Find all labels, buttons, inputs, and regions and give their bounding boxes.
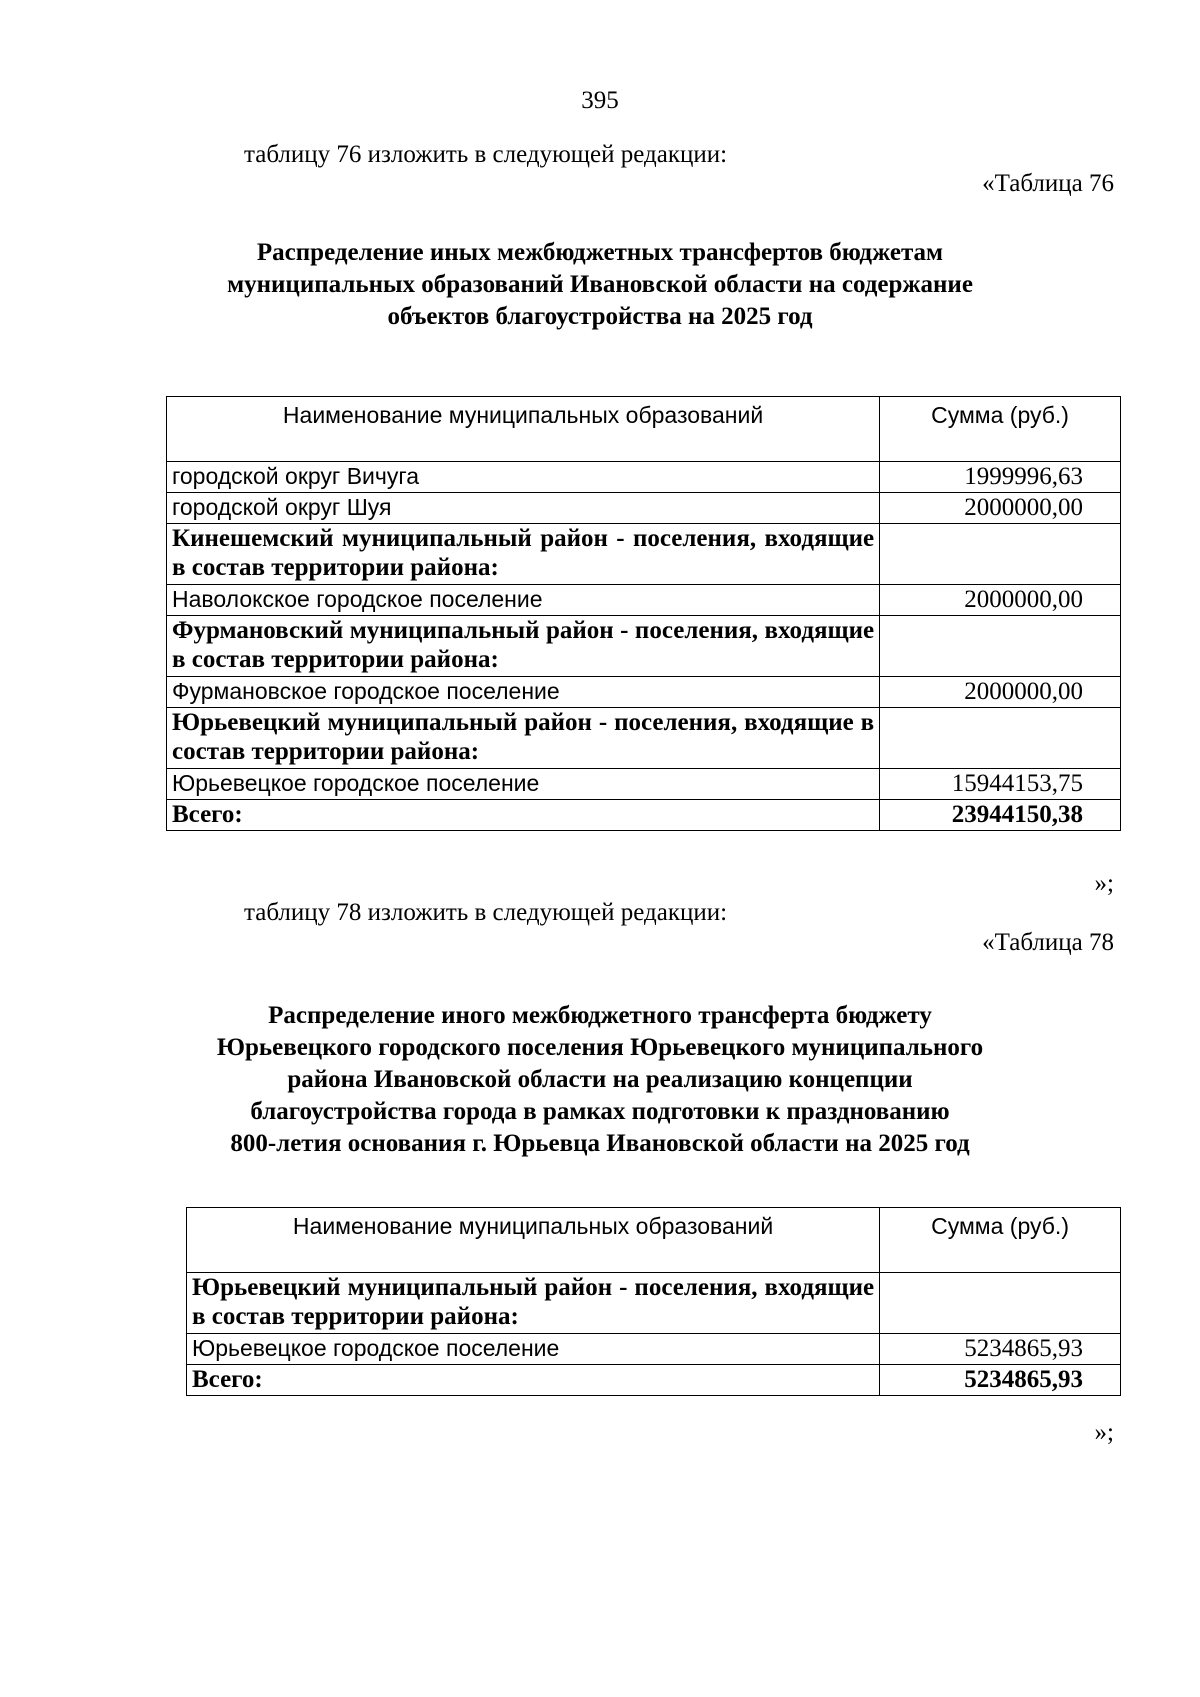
title-line: 800-летия основания г. Юрьевца Ивановской области на 2025 год — [230, 1130, 970, 1157]
header-sum-cell: Сумма (руб.) — [880, 397, 1121, 462]
sum-cell — [880, 524, 1121, 585]
table-row — [167, 677, 1121, 708]
sum-cell: 23944150,38 — [880, 800, 1121, 831]
name-cell: городской округ Вичуга — [167, 462, 880, 493]
group-row — [167, 708, 1121, 769]
title-line: района Ивановской области на реализацию концепции — [287, 1066, 913, 1093]
group-row — [167, 524, 1121, 585]
sum-cell: 15944153,75 — [880, 769, 1121, 800]
table-76-title — [150, 237, 1050, 333]
table-row — [187, 1334, 1121, 1365]
title-line: муниципальных образований Ивановской области на содержание — [227, 271, 973, 298]
name-cell: Юрьевецкое городское поселение — [167, 769, 880, 800]
table-header-row — [187, 1208, 1121, 1273]
title-line: Юрьевецкого городского поселения Юрьевецкого муниципального — [216, 1034, 984, 1061]
sum-cell: 5234865,93 — [880, 1334, 1121, 1365]
instruction-table-78: таблицу 78 изложить в следующей редакции: — [244, 899, 728, 926]
group-row — [187, 1273, 1121, 1334]
table-row — [167, 585, 1121, 616]
instruction-table-76: таблицу 76 изложить в следующей редакции: — [244, 141, 728, 168]
sum-cell: 5234865,93 — [880, 1365, 1121, 1396]
table-header-row — [167, 397, 1121, 462]
closing-quote-76: »; — [1094, 870, 1114, 897]
sum-cell — [880, 708, 1121, 769]
page-number: 395 — [581, 87, 619, 114]
title-line: Распределение иных межбюджетных трансфертов бюджетам — [256, 239, 944, 266]
name-cell: Юрьевецкий муниципальный район - поселения, входящие в состав территории района: — [187, 1273, 880, 1334]
table-76 — [166, 396, 1121, 831]
header-name-cell: Наименование муниципальных образований — [187, 1208, 880, 1273]
table-78-title — [150, 1000, 1050, 1160]
header-sum-cell: Сумма (руб.) — [880, 1208, 1121, 1273]
table-78 — [186, 1207, 1121, 1396]
sum-cell: 1999996,63 — [880, 462, 1121, 493]
name-cell: Юрьевецкое городское поселение — [187, 1334, 880, 1365]
name-cell: Наволокское городское поселение — [167, 585, 880, 616]
table-row — [167, 769, 1121, 800]
table-label-76: «Таблица 76 — [982, 170, 1114, 197]
title-line: Распределение иного межбюджетного трансферта бюджету — [268, 1002, 932, 1029]
sum-cell — [880, 616, 1121, 677]
title-line: благоустройства города в рамках подготовки к празднованию — [250, 1098, 950, 1125]
header-name-cell: Наименование муниципальных образований — [167, 397, 880, 462]
name-cell: Всего: — [167, 800, 880, 831]
table-row — [167, 462, 1121, 493]
sum-cell — [880, 1273, 1121, 1334]
name-cell: городской округ Шуя — [167, 493, 880, 524]
name-cell: Фурмановское городское поселение — [167, 677, 880, 708]
name-cell: Юрьевецкий муниципальный район - поселения, входящие в состав территории района: — [167, 708, 880, 769]
total-row — [187, 1365, 1121, 1396]
closing-quote-78: »; — [1094, 1419, 1114, 1446]
table-label-78: «Таблица 78 — [982, 929, 1114, 956]
name-cell: Фурмановский муниципальный район - поселения, входящие в состав территории района: — [167, 616, 880, 677]
total-row — [167, 800, 1121, 831]
sum-cell: 2000000,00 — [880, 585, 1121, 616]
group-row — [167, 616, 1121, 677]
name-cell: Кинешемский муниципальный район - поселения, входящие в состав территории района: — [167, 524, 880, 585]
title-line: объектов благоустройства на 2025 год — [387, 303, 813, 330]
table-row — [167, 493, 1121, 524]
name-cell: Всего: — [187, 1365, 880, 1396]
sum-cell: 2000000,00 — [880, 677, 1121, 708]
sum-cell: 2000000,00 — [880, 493, 1121, 524]
